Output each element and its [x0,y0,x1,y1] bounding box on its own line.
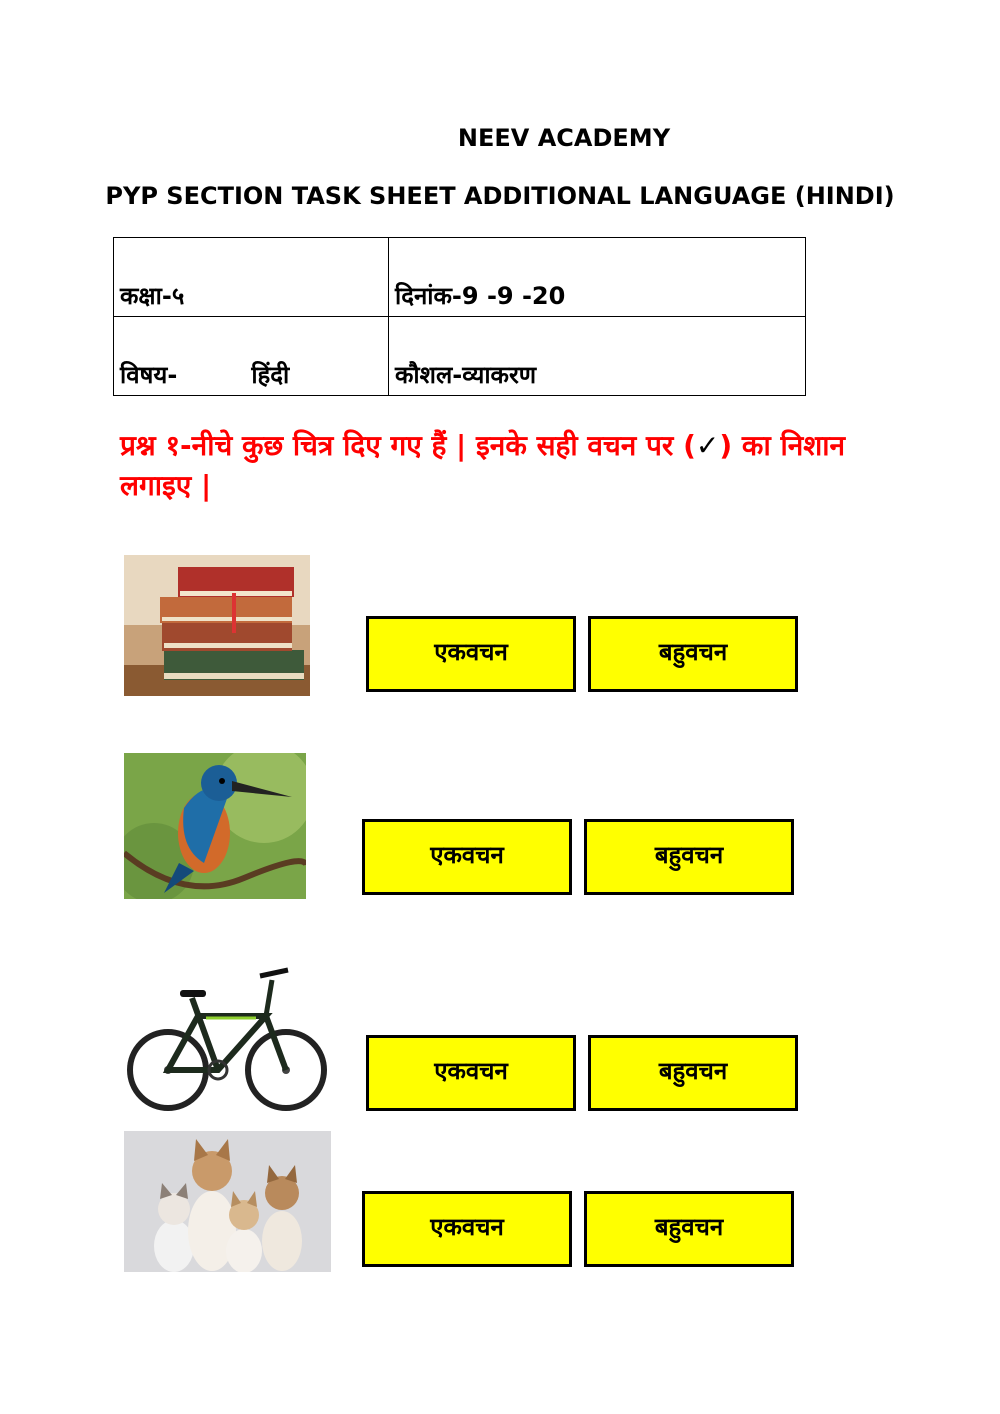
plural-option-4[interactable]: बहुवचन [584,1191,794,1267]
subject-label: विषय- [120,361,178,389]
info-table [113,237,806,396]
bicycle-icon [126,958,328,1116]
plural-option-2[interactable]: बहुवचन [584,819,794,895]
singular-option-3[interactable]: एकवचन [366,1035,576,1111]
sheet-subtitle: PYP SECTION TASK SHEET ADDITIONAL LANGUAGE (HINDI) [105,182,895,210]
singular-option-2[interactable]: एकवचन [362,819,572,895]
question-part-2: ) का निशान लगाइए | [120,429,846,502]
plural-option-1[interactable]: बहुवचन [588,616,798,692]
question-text [120,426,880,506]
question-part-1: प्रश्न १-नीचे कुछ चित्र दिए गए हैं | इनके सही वचन पर ( [120,429,696,462]
subject-cell [114,317,389,396]
cats-icon [124,1131,331,1272]
books-icon [124,555,310,696]
class-label: कक्षा-५ [120,282,185,310]
plural-option-3[interactable]: बहुवचन [588,1035,798,1111]
tick-icon: ✓ [695,429,720,462]
skill-cell [389,317,806,396]
subject-value: हिंदी [251,361,290,389]
skill-label: कौशल-व्याकरण [395,361,537,389]
class-cell [114,238,389,317]
date-cell [389,238,806,317]
singular-option-1[interactable]: एकवचन [366,616,576,692]
date-label: दिनांक-9 -9 -20 [395,282,566,310]
school-name: NEEV ACADEMY [457,124,671,152]
singular-option-4[interactable]: एकवचन [362,1191,572,1267]
kingfisher-bird-icon [124,753,306,899]
